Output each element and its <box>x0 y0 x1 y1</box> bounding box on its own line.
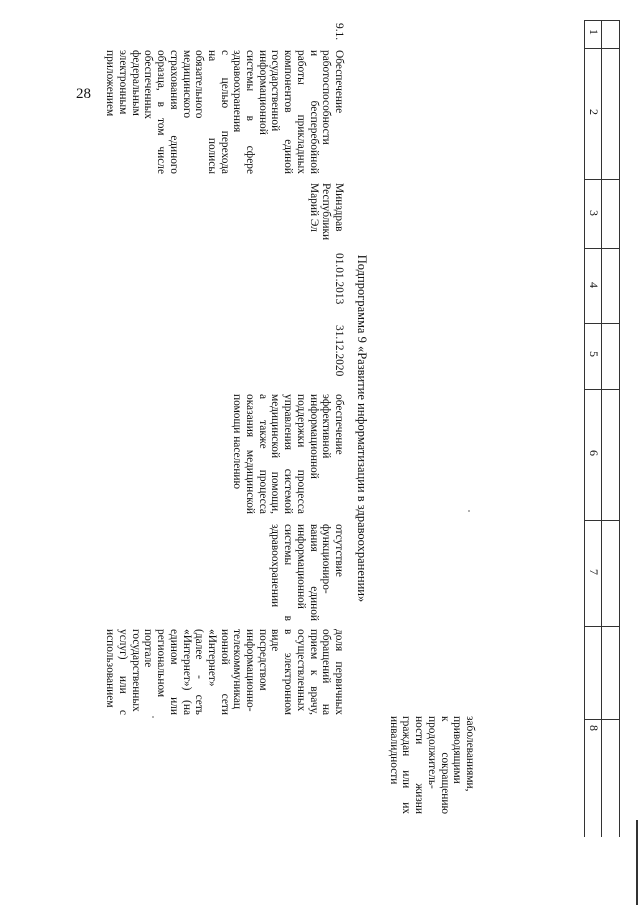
cell-line: функциониро- <box>320 524 333 594</box>
table-top-border <box>619 20 620 837</box>
continuation-line: заболеваниями, <box>464 716 476 792</box>
cell-line: осуществленных <box>294 629 307 712</box>
cell-line: Республики <box>320 183 333 241</box>
subprogram-title: Подпрограмма 9 «Развитие информатизации в здравоохранении» <box>355 254 369 603</box>
cell-line: государственной <box>269 50 282 132</box>
cell-line: работы прикладных <box>294 50 307 174</box>
col-border <box>585 389 620 390</box>
cell-line: здравоохранения <box>231 50 244 133</box>
cell-line: портале <box>142 629 155 668</box>
cell-line: едином или <box>167 629 180 715</box>
cell-line: оказания медицинской <box>244 394 257 514</box>
scan-speck <box>152 716 154 718</box>
cell-line: обеспеченных <box>142 50 155 119</box>
cell-line: отсутствие <box>333 524 345 577</box>
consequences-cell <box>269 524 345 621</box>
col-header: 4 <box>587 282 601 288</box>
continuation-line: граждан или их <box>400 716 413 814</box>
cell-line: и бесперебойной <box>307 50 320 174</box>
cell-line: доля первичных <box>333 629 345 715</box>
cell-line: федеральным <box>129 50 142 116</box>
col-border <box>585 48 620 49</box>
scan-speck <box>468 510 470 512</box>
header-bottom-border <box>584 20 585 837</box>
continuation-line: инвалидности <box>387 716 400 785</box>
cell-line: (далее - сеть <box>193 629 206 715</box>
cell-line: с целью перехода <box>218 50 231 174</box>
scan-edge-mark <box>636 820 638 905</box>
cell-line: ионной сети <box>218 629 231 715</box>
col-header: 8 <box>587 725 601 731</box>
cell-line: медицинского <box>180 50 193 119</box>
cell-line: виде <box>269 629 282 652</box>
cell-line: системы в <box>282 524 295 621</box>
executor-cell <box>307 183 345 245</box>
cell-line: управления системой <box>282 394 295 514</box>
end-date: 31.12.2020 <box>333 325 345 377</box>
cell-line: телекоммуникац <box>231 629 244 710</box>
cell-line: региональном <box>155 629 168 698</box>
col-header: 1 <box>587 29 601 35</box>
cell-line: эффективной <box>320 394 333 459</box>
cell-line: информационной <box>307 394 320 479</box>
cell-line: здравоохранении <box>269 524 282 608</box>
cell-line: работоспособности <box>320 50 333 145</box>
col-border <box>585 520 620 521</box>
cell-line: образца, в том числе <box>155 50 168 174</box>
col-header: 5 <box>587 351 601 357</box>
cell-line: помощи населению <box>231 394 244 490</box>
cell-line: использованием <box>104 629 117 708</box>
cell-line: страхования единого <box>167 50 180 174</box>
continuation-line: к сокращению <box>438 716 451 814</box>
col-border <box>585 248 620 249</box>
cell-line: информационно- <box>244 629 257 712</box>
col-border <box>585 323 620 324</box>
cell-line: посредством <box>256 629 269 691</box>
col-border <box>585 626 620 627</box>
expected-result-cell <box>231 394 345 514</box>
cell-line: Обеспечение <box>333 50 345 114</box>
col-header: 2 <box>587 109 601 115</box>
cell-line: Марий Эл <box>307 183 320 232</box>
col-header: 3 <box>587 210 601 216</box>
continuation-line: приводящими <box>451 716 464 784</box>
cell-line: компонентов единой <box>282 50 295 174</box>
cell-line: обеспечение <box>333 394 345 455</box>
cell-line: обращений на <box>320 629 333 715</box>
cell-line: приложением <box>104 50 117 117</box>
measure-name-cell <box>104 50 345 174</box>
continuation-line: ности жизни <box>413 716 426 814</box>
col-header: 7 <box>587 569 601 575</box>
indicator-cell <box>104 629 345 715</box>
cell-line: информационной <box>294 524 307 609</box>
cell-line: медицинской помощи, <box>269 394 282 514</box>
cell-line: вания единой <box>307 524 320 621</box>
cell-line: услуг) или с <box>117 629 130 715</box>
col-border <box>585 20 620 21</box>
header-separator <box>601 20 602 837</box>
cell-line: государственных <box>129 629 142 712</box>
col-header: 6 <box>587 450 601 456</box>
cell-line: «Интернет») (на <box>180 629 193 715</box>
cell-line: «Интернет» <box>205 629 218 687</box>
row-number: 9.1. <box>333 23 345 41</box>
cell-line: на полисы <box>205 50 218 174</box>
cell-line: поддержки процесса <box>294 394 307 514</box>
cell-line: системы в сфере <box>244 50 257 174</box>
page-number: 28 <box>76 86 91 102</box>
cell-line: в электронном <box>282 629 295 715</box>
cell-line: электронным <box>117 50 130 115</box>
cell-line: обязательного <box>193 50 206 119</box>
cell-line: прием к врачу, <box>307 629 320 715</box>
start-date: 01.01.2013 <box>333 253 345 305</box>
cell-line: Минздрав <box>333 183 345 232</box>
landscape-table <box>80 20 620 840</box>
continuation-cell <box>387 716 476 814</box>
cell-line: а также процесса <box>256 394 269 514</box>
continuation-line: продолжитель- <box>425 716 438 789</box>
col-border <box>585 179 620 180</box>
cell-line: информационной <box>256 50 269 135</box>
